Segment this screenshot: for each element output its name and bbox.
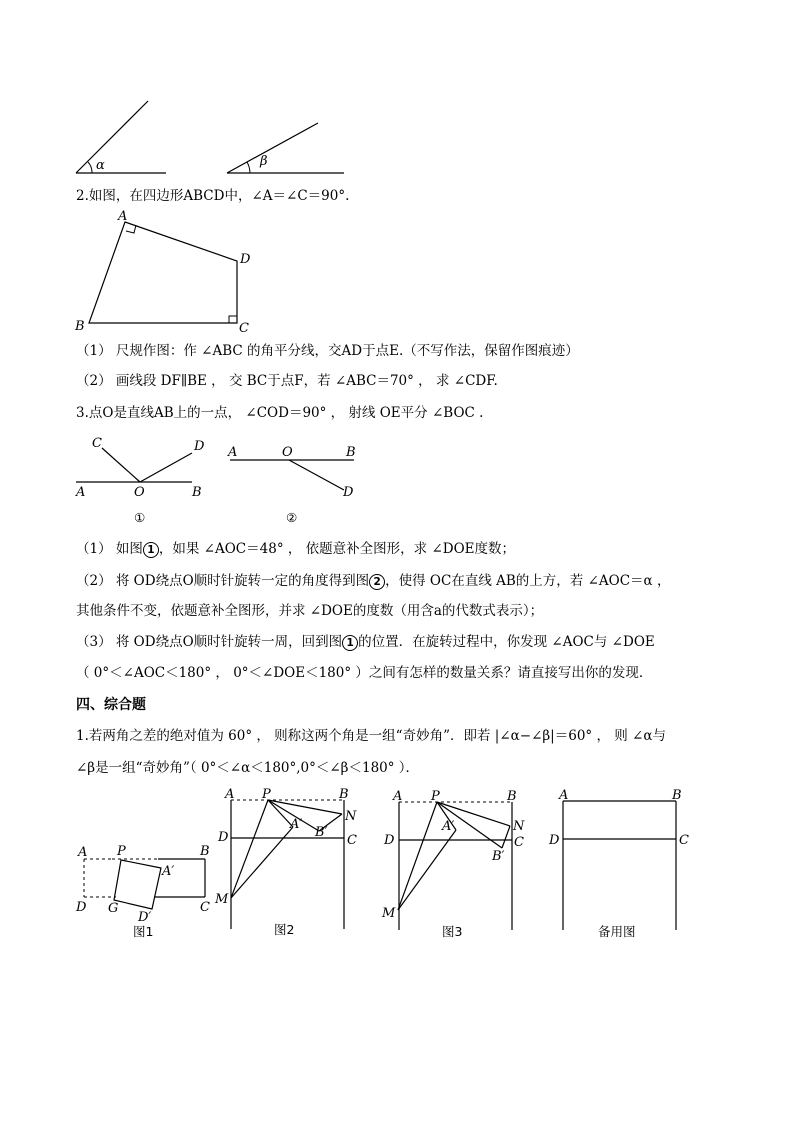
q2-label-B: B	[75, 319, 85, 334]
q3-part3-before: （3） 将 OD绕点O顺时针旋转一周，回到图	[76, 634, 343, 650]
q3f1-caption: ①	[134, 510, 146, 525]
f3-caption: 图3	[442, 924, 463, 939]
f1-C: C	[200, 900, 210, 915]
q2-label-D: D	[240, 252, 251, 267]
q3f1-D: D	[194, 439, 205, 454]
quadrilateral-figure	[70, 208, 270, 338]
section-heading: 四、综合题	[76, 697, 146, 713]
angle-alpha-figure	[70, 98, 170, 178]
circled-number: 2	[369, 574, 385, 590]
beta-label: β	[260, 154, 268, 169]
f3-C: C	[514, 835, 524, 850]
q3-part3-after: 的位置．在旋转过程中，你发现 ∠AOC与 ∠DOE	[358, 634, 655, 650]
f4-A: A	[559, 788, 569, 803]
f2-P: P	[262, 787, 271, 802]
f4-caption: 备用图	[598, 924, 636, 939]
figure-3	[382, 790, 532, 940]
section4-line2: ∠β是一组“奇妙角”（ 0°＜∠α＜180°,0°＜∠β＜180° ）．	[76, 760, 420, 776]
q3-part2-line2: 其他条件不变，依题意补全图形，并求 ∠DOE的度数（用含a的代数式表示）；	[76, 603, 544, 619]
f2-A1: A′	[290, 817, 303, 832]
q3-part3	[76, 632, 655, 652]
q3-part1	[76, 539, 515, 559]
q3f2-A: A	[228, 445, 238, 460]
f3-B1: B′	[492, 849, 505, 864]
circled-number: 1	[143, 542, 159, 558]
q3-figure-1	[74, 434, 214, 534]
f2-caption: 图2	[274, 922, 295, 937]
q3-text: 3.点O是直线AB上的一点， ∠COD＝90° ， 射线 OE平分 ∠BOC .	[76, 405, 484, 421]
q3f2-D: D	[343, 485, 354, 500]
f2-A: A	[225, 787, 235, 802]
q2-part1: （1） 尺规作图：作 ∠ABC 的角平分线，交AD于点E.（不写作法，保留作图痕迹）	[76, 343, 579, 359]
f4-B: B	[672, 788, 682, 803]
q2-part2: （2） 画线段 DF∥BE ， 交 BC于点F，若 ∠ABC＝70° ， 求 ∠CDF.	[76, 373, 498, 389]
q3-part2-after: ，使得 OC在直线 AB的上方，若 ∠AOC＝α ，	[385, 573, 671, 589]
q3f1-O: O	[134, 485, 145, 500]
f1-A: A	[78, 845, 88, 860]
q3f2-O: O	[282, 445, 293, 460]
f2-B1: B′	[315, 825, 328, 840]
f3-A1: A′	[442, 819, 455, 834]
f4-C: C	[679, 833, 689, 848]
f1-D1: D′	[138, 910, 152, 925]
f1-B: B	[200, 844, 210, 859]
figure-2	[214, 787, 364, 940]
q3f1-C: C	[92, 436, 102, 451]
angle-beta-figure	[222, 120, 352, 180]
f3-D: D	[384, 833, 395, 848]
f2-N: N	[345, 809, 357, 824]
circled-number: 1	[342, 635, 358, 651]
f4-D: D	[549, 833, 560, 848]
f1-caption: 图1	[133, 924, 154, 939]
q3-figure-2	[226, 434, 366, 534]
f3-A: A	[393, 789, 403, 804]
f3-P: P	[431, 789, 440, 804]
f1-P: P	[117, 844, 126, 859]
f1-A1: A′	[162, 864, 175, 879]
q3-part2	[76, 571, 670, 591]
q3-part1-before: （1） 如图	[76, 541, 143, 557]
q3f1-B: B	[192, 485, 202, 500]
section4-line1: 1.若两角之差的绝对值为 60° ， 则称这两个角是一组“奇妙角”．即若 |∠α−∠β|＝60° ， 则 ∠α与	[76, 728, 666, 744]
q3-part2-before: （2） 将 OD绕点O顺时针旋转一定的角度得到图	[76, 573, 370, 589]
q2-text: 2.如图，在四边形ABCD中，∠A＝∠C＝90°.	[76, 188, 350, 204]
f2-B: B	[339, 787, 349, 802]
f3-N: N	[513, 819, 525, 834]
q3f2-caption: ②	[286, 510, 298, 525]
f2-D: D	[218, 830, 229, 845]
q2-label-C: C	[239, 321, 249, 336]
q3f1-A: A	[76, 485, 86, 500]
spare-figure	[546, 790, 696, 940]
f1-G: G	[108, 901, 119, 916]
q3-part3-line2: （ 0°＜∠AOC＜180° ， 0°＜∠DOE＜180° ）之间有怎样的数量关系？请直接写出你的发现．	[76, 665, 653, 681]
figure-1	[76, 842, 216, 942]
q3-part1-after: ，如果 ∠AOC＝48° ， 依题意补全图形，求 ∠DOE度数；	[158, 541, 515, 557]
f3-M: M	[382, 906, 396, 921]
q3f2-B: B	[346, 445, 356, 460]
f1-D: D	[76, 900, 87, 915]
alpha-label: α	[96, 158, 105, 173]
q2-label-A: A	[118, 209, 128, 224]
f2-M: M	[215, 892, 229, 907]
f3-B: B	[507, 789, 517, 804]
f2-C: C	[347, 833, 357, 848]
